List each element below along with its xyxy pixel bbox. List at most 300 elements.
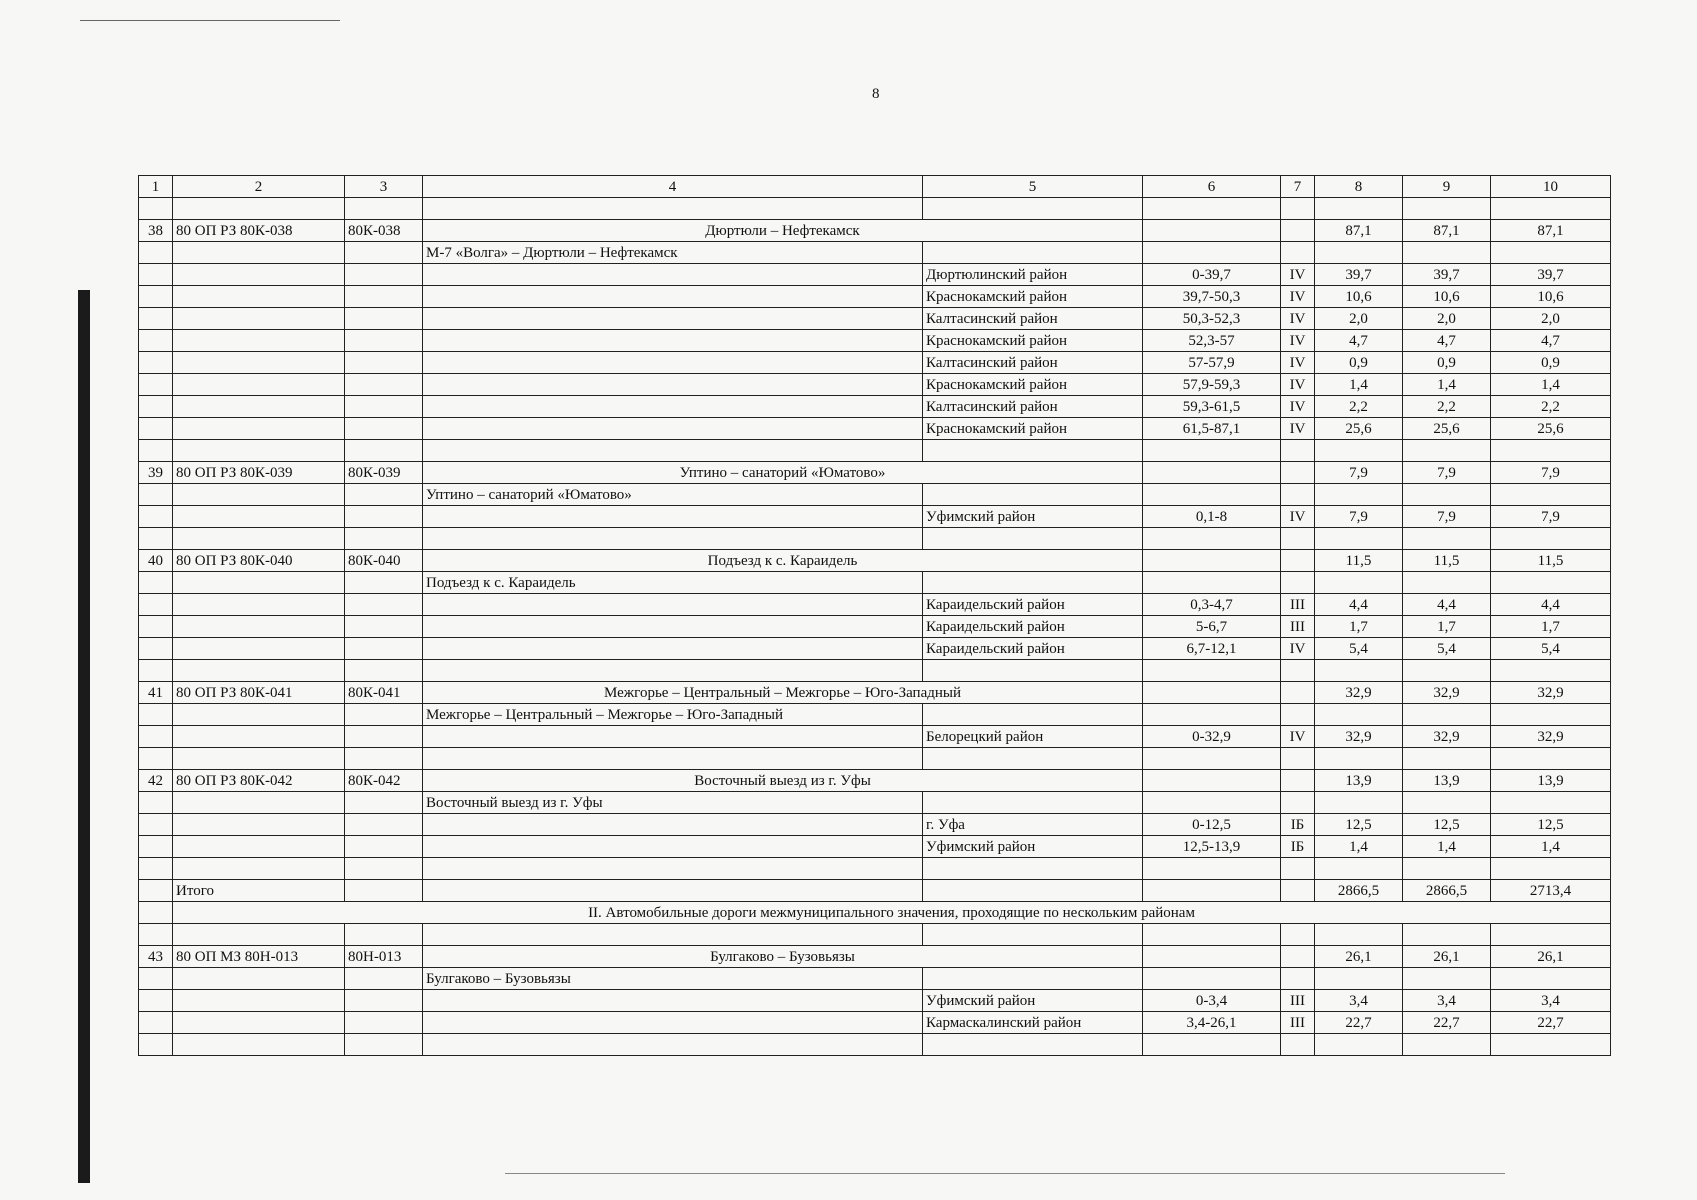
road-header-row <box>139 550 1611 572</box>
empty-cell <box>1403 968 1491 990</box>
empty-cell <box>1281 660 1315 682</box>
empty-cell <box>139 1034 173 1056</box>
road-value-col8: 32,9 <box>1315 682 1403 704</box>
road-number: 41 <box>139 682 173 704</box>
spacer-row <box>139 748 1611 770</box>
empty-cell <box>139 814 173 836</box>
empty-cell <box>345 990 423 1012</box>
empty-cell <box>1315 572 1403 594</box>
segment-value-col10: 4,7 <box>1491 330 1611 352</box>
segment-category: IV <box>1281 396 1315 418</box>
segment-value-col10: 39,7 <box>1491 264 1611 286</box>
segment-value-col9: 39,7 <box>1403 264 1491 286</box>
empty-cell <box>923 198 1143 220</box>
segment-value-col8: 32,9 <box>1315 726 1403 748</box>
segment-value-col10: 1,4 <box>1491 836 1611 858</box>
empty-cell <box>423 506 923 528</box>
empty-cell <box>345 858 423 880</box>
empty-cell <box>173 814 345 836</box>
empty-cell <box>345 968 423 990</box>
road-number: 38 <box>139 220 173 242</box>
empty-cell <box>423 814 923 836</box>
empty-cell <box>345 594 423 616</box>
empty-cell <box>345 418 423 440</box>
empty-cell <box>1491 440 1611 462</box>
empty-cell <box>923 242 1143 264</box>
empty-cell <box>173 616 345 638</box>
empty-cell <box>423 308 923 330</box>
segment-value-col10: 0,9 <box>1491 352 1611 374</box>
road-code: 80К-042 <box>345 770 423 792</box>
empty-cell <box>423 726 923 748</box>
empty-cell <box>1403 242 1491 264</box>
segment-value-col9: 22,7 <box>1403 1012 1491 1034</box>
empty-cell <box>345 616 423 638</box>
segment-value-col10: 5,4 <box>1491 638 1611 660</box>
road-header-row <box>139 946 1611 968</box>
segment-km: 39,7-50,3 <box>1143 286 1281 308</box>
empty-cell <box>423 374 923 396</box>
empty-cell <box>923 924 1143 946</box>
segment-km: 0-32,9 <box>1143 726 1281 748</box>
empty-cell <box>173 374 345 396</box>
road-subtitle: Межгорье – Центральный – Межгорье – Юго-Западный <box>423 704 923 726</box>
segment-value-col9: 7,9 <box>1403 506 1491 528</box>
segment-value-col10: 25,6 <box>1491 418 1611 440</box>
empty-cell <box>1143 748 1281 770</box>
segment-value-col8: 22,7 <box>1315 1012 1403 1034</box>
column-number-cell: 8 <box>1315 176 1403 198</box>
empty-cell <box>345 352 423 374</box>
road-subtitle-row <box>139 792 1611 814</box>
empty-cell <box>173 990 345 1012</box>
empty-cell <box>423 924 923 946</box>
segment-value-col10: 3,4 <box>1491 990 1611 1012</box>
empty-cell <box>1491 660 1611 682</box>
empty-cell <box>345 638 423 660</box>
empty-cell <box>1143 660 1281 682</box>
empty-cell <box>139 748 173 770</box>
empty-cell <box>923 748 1143 770</box>
empty-cell <box>173 440 345 462</box>
road-value-col10: 13,9 <box>1491 770 1611 792</box>
empty-cell <box>423 352 923 374</box>
empty-cell <box>1403 572 1491 594</box>
empty-cell <box>345 814 423 836</box>
segment-category: IV <box>1281 352 1315 374</box>
empty-cell <box>173 286 345 308</box>
empty-cell <box>1403 198 1491 220</box>
spacer-row <box>139 660 1611 682</box>
column-number-cell: 10 <box>1491 176 1611 198</box>
spacer-row <box>139 924 1611 946</box>
total-label: Итого <box>173 880 345 902</box>
empty-cell <box>1315 924 1403 946</box>
road-number: 42 <box>139 770 173 792</box>
empty-cell <box>173 748 345 770</box>
segment-district: Калтасинский район <box>923 308 1143 330</box>
scan-top-line <box>80 20 340 21</box>
road-id: 80 ОП РЗ 80К-040 <box>173 550 345 572</box>
empty-cell <box>1315 1034 1403 1056</box>
empty-cell <box>1281 462 1315 484</box>
empty-cell <box>423 396 923 418</box>
segment-district: Караидельский район <box>923 638 1143 660</box>
empty-cell <box>139 374 173 396</box>
empty-cell <box>139 660 173 682</box>
empty-cell <box>1491 704 1611 726</box>
column-number-row <box>139 176 1611 198</box>
segment-km: 6,7-12,1 <box>1143 638 1281 660</box>
empty-cell <box>423 440 923 462</box>
road-value-col9: 26,1 <box>1403 946 1491 968</box>
column-number-cell: 6 <box>1143 176 1281 198</box>
segment-row <box>139 264 1611 286</box>
empty-cell <box>1281 880 1315 902</box>
empty-cell <box>1491 968 1611 990</box>
segment-value-col9: 1,4 <box>1403 374 1491 396</box>
road-value-col8: 11,5 <box>1315 550 1403 572</box>
segment-km: 3,4-26,1 <box>1143 1012 1281 1034</box>
empty-cell <box>423 418 923 440</box>
segment-value-col8: 10,6 <box>1315 286 1403 308</box>
empty-cell <box>139 858 173 880</box>
empty-cell <box>173 308 345 330</box>
empty-cell <box>1281 792 1315 814</box>
segment-district: Краснокамский район <box>923 330 1143 352</box>
road-code: 80Н-013 <box>345 946 423 968</box>
empty-cell <box>173 858 345 880</box>
empty-cell <box>1491 858 1611 880</box>
empty-cell <box>1315 528 1403 550</box>
segment-row <box>139 374 1611 396</box>
empty-cell <box>1403 528 1491 550</box>
total-value-col8: 2866,5 <box>1315 880 1403 902</box>
spacer-row <box>139 528 1611 550</box>
road-value-col9: 7,9 <box>1403 462 1491 484</box>
empty-cell <box>1403 704 1491 726</box>
segment-category: IV <box>1281 286 1315 308</box>
segment-km: 57,9-59,3 <box>1143 374 1281 396</box>
empty-cell <box>139 396 173 418</box>
segment-district: Краснокамский район <box>923 286 1143 308</box>
empty-cell <box>173 528 345 550</box>
empty-cell <box>1281 440 1315 462</box>
empty-cell <box>173 792 345 814</box>
empty-cell <box>923 792 1143 814</box>
segment-row <box>139 286 1611 308</box>
page-number: 8 <box>872 86 880 102</box>
segment-value-col8: 25,6 <box>1315 418 1403 440</box>
scan-edge-shadow <box>78 290 90 1183</box>
empty-cell <box>1281 748 1315 770</box>
empty-cell <box>173 506 345 528</box>
empty-cell <box>139 616 173 638</box>
empty-cell <box>423 286 923 308</box>
empty-cell <box>345 880 423 902</box>
empty-cell <box>173 594 345 616</box>
empty-cell <box>173 396 345 418</box>
road-value-col8: 26,1 <box>1315 946 1403 968</box>
road-value-col10: 87,1 <box>1491 220 1611 242</box>
total-row <box>139 880 1611 902</box>
segment-value-col8: 5,4 <box>1315 638 1403 660</box>
empty-cell <box>1403 660 1491 682</box>
empty-cell <box>345 198 423 220</box>
empty-cell <box>1143 792 1281 814</box>
segment-value-col8: 0,9 <box>1315 352 1403 374</box>
segment-km: 61,5-87,1 <box>1143 418 1281 440</box>
road-id: 80 ОП РЗ 80К-039 <box>173 462 345 484</box>
road-subtitle-row <box>139 242 1611 264</box>
empty-cell <box>1403 440 1491 462</box>
spacer-row <box>139 1034 1611 1056</box>
segment-row <box>139 616 1611 638</box>
segment-value-col8: 39,7 <box>1315 264 1403 286</box>
empty-cell <box>173 352 345 374</box>
road-subtitle: Уптино – санаторий «Юматово» <box>423 484 923 506</box>
road-header-row <box>139 770 1611 792</box>
empty-cell <box>423 616 923 638</box>
empty-cell <box>1315 242 1403 264</box>
empty-cell <box>1315 440 1403 462</box>
empty-cell <box>423 1012 923 1034</box>
empty-cell <box>1315 858 1403 880</box>
segment-value-col9: 25,6 <box>1403 418 1491 440</box>
segment-value-col9: 5,4 <box>1403 638 1491 660</box>
empty-cell <box>1491 792 1611 814</box>
roads-table <box>138 175 1611 1056</box>
empty-cell <box>1143 704 1281 726</box>
empty-cell <box>173 1012 345 1034</box>
road-subtitle-row <box>139 572 1611 594</box>
empty-cell <box>139 638 173 660</box>
empty-cell <box>1143 924 1281 946</box>
empty-cell <box>173 704 345 726</box>
empty-cell <box>139 704 173 726</box>
empty-cell <box>423 858 923 880</box>
roads-table-body <box>139 176 1611 1056</box>
empty-cell <box>1491 484 1611 506</box>
scan-bottom-line <box>505 1173 1505 1174</box>
segment-value-col9: 4,7 <box>1403 330 1491 352</box>
segment-row <box>139 330 1611 352</box>
empty-cell <box>345 506 423 528</box>
segment-row <box>139 638 1611 660</box>
empty-cell <box>1143 682 1281 704</box>
empty-cell <box>1403 484 1491 506</box>
empty-cell <box>423 1034 923 1056</box>
empty-cell <box>139 1012 173 1034</box>
segment-row <box>139 594 1611 616</box>
empty-cell <box>1281 528 1315 550</box>
segment-value-col8: 12,5 <box>1315 814 1403 836</box>
empty-cell <box>173 660 345 682</box>
segment-district: Белорецкий район <box>923 726 1143 748</box>
empty-cell <box>345 242 423 264</box>
segment-value-col10: 1,7 <box>1491 616 1611 638</box>
empty-cell <box>345 726 423 748</box>
empty-cell <box>139 330 173 352</box>
road-value-col10: 11,5 <box>1491 550 1611 572</box>
segment-km: 50,3-52,3 <box>1143 308 1281 330</box>
empty-cell <box>1315 792 1403 814</box>
segment-district: Кармаскалинский район <box>923 1012 1143 1034</box>
segment-district: Дюртюлинский район <box>923 264 1143 286</box>
road-value-col8: 7,9 <box>1315 462 1403 484</box>
empty-cell <box>1491 748 1611 770</box>
empty-cell <box>1143 1034 1281 1056</box>
empty-cell <box>139 418 173 440</box>
segment-km: 0,3-4,7 <box>1143 594 1281 616</box>
empty-cell <box>423 198 923 220</box>
segment-category: IV <box>1281 330 1315 352</box>
empty-cell <box>1143 484 1281 506</box>
segment-row <box>139 726 1611 748</box>
empty-cell <box>139 264 173 286</box>
empty-cell <box>1491 1034 1611 1056</box>
segment-category: IV <box>1281 264 1315 286</box>
segment-value-col9: 0,9 <box>1403 352 1491 374</box>
road-code: 80К-041 <box>345 682 423 704</box>
column-number-cell: 3 <box>345 176 423 198</box>
empty-cell <box>1281 550 1315 572</box>
segment-value-col8: 2,2 <box>1315 396 1403 418</box>
segment-value-col10: 2,0 <box>1491 308 1611 330</box>
empty-cell <box>1403 924 1491 946</box>
road-subtitle: Подъезд к с. Караидель <box>423 572 923 594</box>
column-number-cell: 2 <box>173 176 345 198</box>
empty-cell <box>345 924 423 946</box>
empty-cell <box>173 836 345 858</box>
segment-category: IБ <box>1281 836 1315 858</box>
empty-cell <box>1143 198 1281 220</box>
empty-cell <box>139 286 173 308</box>
empty-cell <box>1281 946 1315 968</box>
segment-value-col8: 4,7 <box>1315 330 1403 352</box>
empty-cell <box>423 638 923 660</box>
empty-cell <box>345 286 423 308</box>
segment-km: 12,5-13,9 <box>1143 836 1281 858</box>
empty-cell <box>173 264 345 286</box>
empty-cell <box>139 484 173 506</box>
road-title: Уптино – санаторий «Юматово» <box>423 462 1143 484</box>
road-title: Подъезд к с. Караидель <box>423 550 1143 572</box>
segment-value-col8: 1,7 <box>1315 616 1403 638</box>
empty-cell <box>1281 220 1315 242</box>
empty-cell <box>139 198 173 220</box>
empty-cell <box>423 594 923 616</box>
segment-row <box>139 814 1611 836</box>
segment-km: 5-6,7 <box>1143 616 1281 638</box>
empty-cell <box>173 968 345 990</box>
empty-cell <box>139 572 173 594</box>
segment-row <box>139 396 1611 418</box>
road-subtitle-row <box>139 704 1611 726</box>
segment-district: Калтасинский район <box>923 396 1143 418</box>
section-title: II. Автомобильные дороги межмуниципального значения, проходящие по нескольким районам <box>173 902 1611 924</box>
segment-value-col9: 10,6 <box>1403 286 1491 308</box>
column-number-cell: 4 <box>423 176 923 198</box>
segment-value-col9: 1,4 <box>1403 836 1491 858</box>
empty-cell <box>139 968 173 990</box>
segment-km: 0-39,7 <box>1143 264 1281 286</box>
segment-value-col10: 12,5 <box>1491 814 1611 836</box>
road-title: Дюртюли – Нефтекамск <box>423 220 1143 242</box>
road-value-col10: 32,9 <box>1491 682 1611 704</box>
road-code: 80К-039 <box>345 462 423 484</box>
segment-category: III <box>1281 594 1315 616</box>
empty-cell <box>1281 682 1315 704</box>
empty-cell <box>1143 572 1281 594</box>
empty-cell <box>173 726 345 748</box>
empty-cell <box>139 990 173 1012</box>
empty-cell <box>423 264 923 286</box>
road-header-row <box>139 220 1611 242</box>
empty-cell <box>173 572 345 594</box>
empty-cell <box>923 704 1143 726</box>
road-id: 80 ОП РЗ 80К-041 <box>173 682 345 704</box>
empty-cell <box>139 308 173 330</box>
empty-cell <box>139 506 173 528</box>
spacer-row <box>139 440 1611 462</box>
column-number-cell: 7 <box>1281 176 1315 198</box>
segment-km: 0,1-8 <box>1143 506 1281 528</box>
road-code: 80К-038 <box>345 220 423 242</box>
segment-value-col10: 7,9 <box>1491 506 1611 528</box>
empty-cell <box>1143 858 1281 880</box>
empty-cell <box>1315 660 1403 682</box>
empty-cell <box>173 198 345 220</box>
empty-cell <box>1143 968 1281 990</box>
empty-cell <box>139 528 173 550</box>
empty-cell <box>1403 858 1491 880</box>
empty-cell <box>139 836 173 858</box>
empty-cell <box>923 660 1143 682</box>
empty-cell <box>923 572 1143 594</box>
empty-cell <box>1143 440 1281 462</box>
segment-category: IV <box>1281 418 1315 440</box>
segment-category: IV <box>1281 374 1315 396</box>
road-subtitle: М-7 «Волга» – Дюртюли – Нефтекамск <box>423 242 923 264</box>
empty-cell <box>345 440 423 462</box>
empty-cell <box>1315 704 1403 726</box>
segment-district: Уфимский район <box>923 506 1143 528</box>
empty-cell <box>139 440 173 462</box>
empty-cell <box>923 968 1143 990</box>
empty-cell <box>1491 242 1611 264</box>
empty-cell <box>1403 748 1491 770</box>
empty-cell <box>345 748 423 770</box>
segment-row <box>139 418 1611 440</box>
road-number: 39 <box>139 462 173 484</box>
segment-row <box>139 1012 1611 1034</box>
segment-value-col9: 32,9 <box>1403 726 1491 748</box>
segment-district: Караидельский район <box>923 616 1143 638</box>
segment-district: Краснокамский район <box>923 374 1143 396</box>
empty-cell <box>139 352 173 374</box>
road-id: 80 ОП РЗ 80К-042 <box>173 770 345 792</box>
road-value-col9: 11,5 <box>1403 550 1491 572</box>
empty-cell <box>139 792 173 814</box>
road-value-col9: 32,9 <box>1403 682 1491 704</box>
segment-row <box>139 836 1611 858</box>
empty-cell <box>923 440 1143 462</box>
spacer-row <box>139 858 1611 880</box>
empty-cell <box>173 924 345 946</box>
road-value-col9: 87,1 <box>1403 220 1491 242</box>
segment-category: IV <box>1281 638 1315 660</box>
